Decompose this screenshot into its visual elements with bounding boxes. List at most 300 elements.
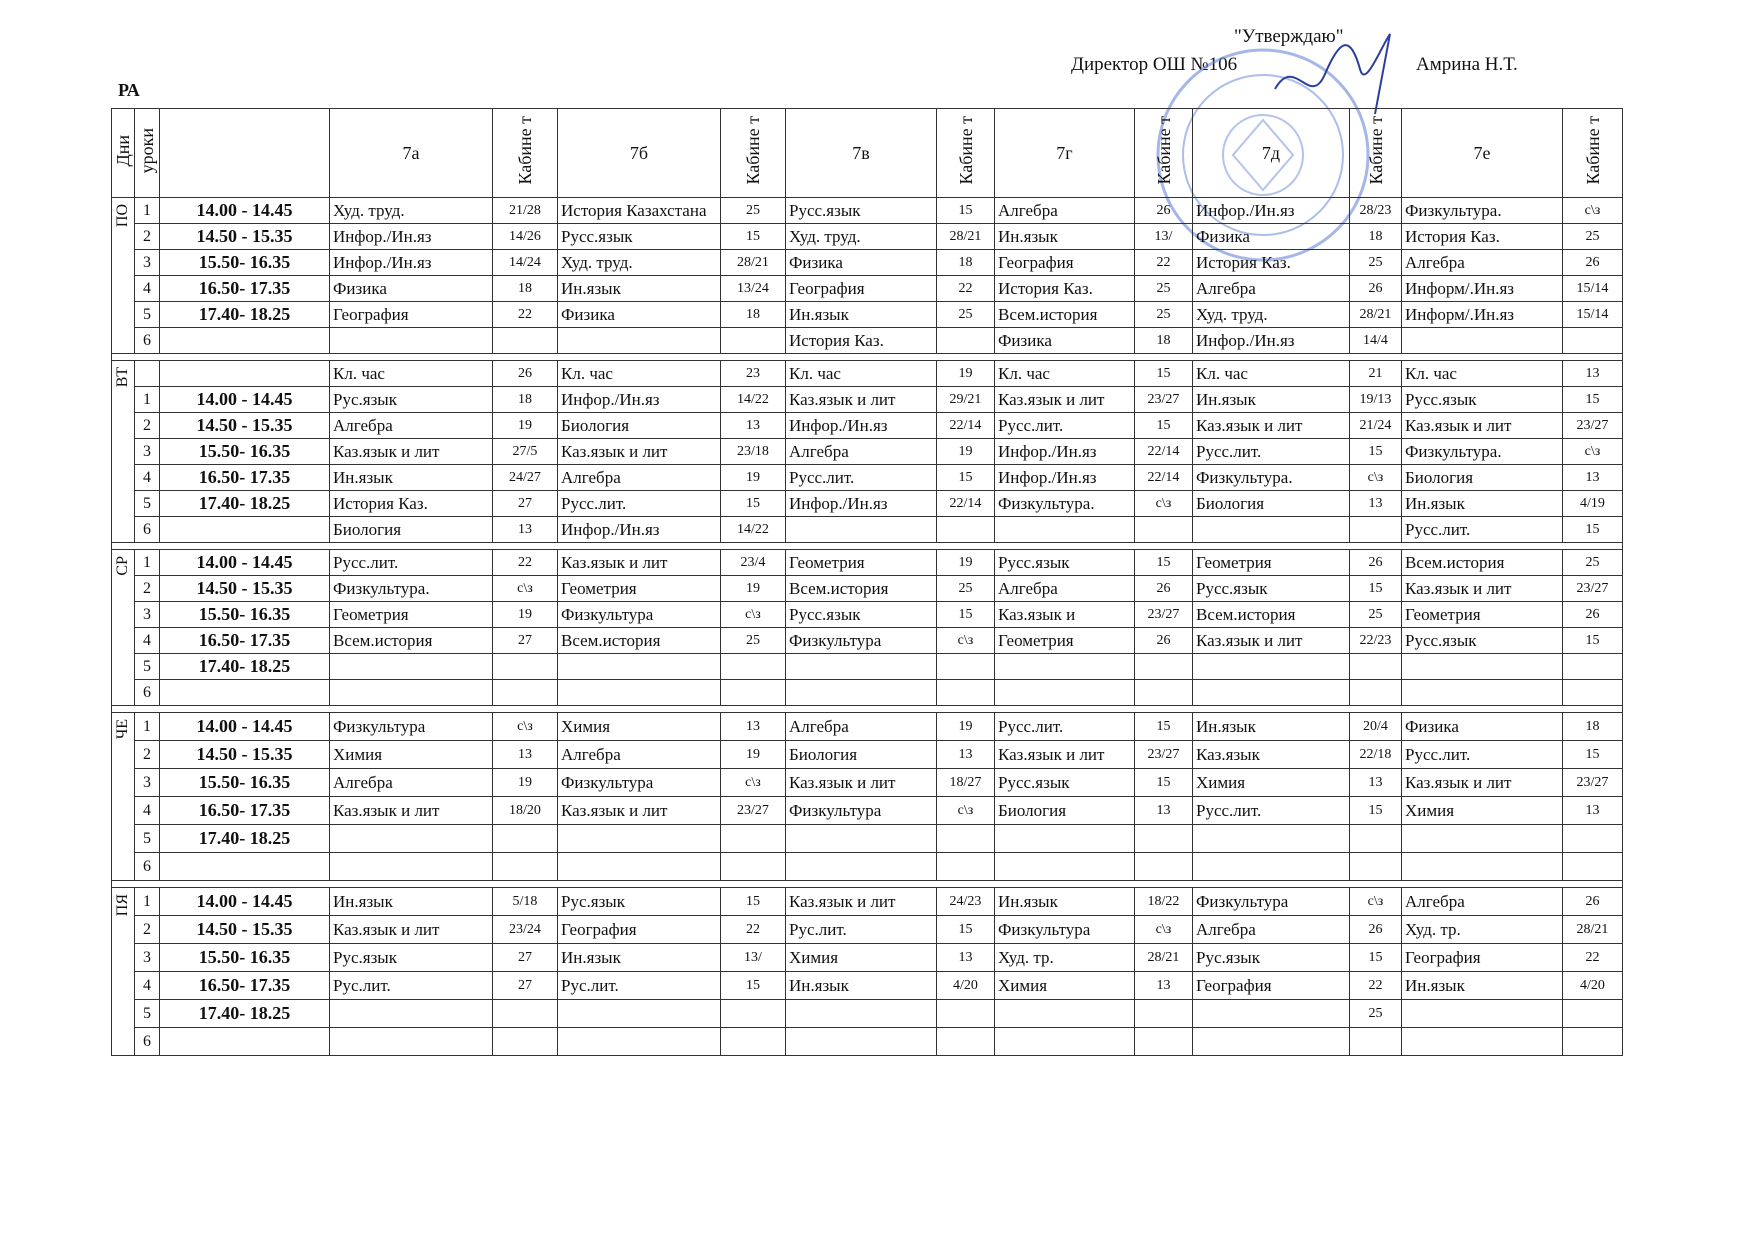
table-row bbox=[112, 680, 1623, 706]
subject-cell: Физкультура. bbox=[1193, 465, 1350, 491]
table-header-row bbox=[112, 109, 1623, 198]
room-cell: 15 bbox=[1350, 797, 1402, 825]
subject-cell: Рус.язык bbox=[1193, 944, 1350, 972]
subject-cell: Геометрия bbox=[330, 602, 493, 628]
subject-cell bbox=[558, 1000, 721, 1028]
room-cell: 19 bbox=[937, 550, 995, 576]
subject-cell: Физкультура bbox=[786, 797, 937, 825]
subject-cell: Ин.язык bbox=[786, 302, 937, 328]
subject-cell: Русс.лит. bbox=[786, 465, 937, 491]
subject-cell: Всем.история bbox=[1193, 602, 1350, 628]
subject-cell: Биология bbox=[995, 797, 1135, 825]
subject-cell: Физика bbox=[1402, 713, 1563, 741]
subject-cell: Кл. час bbox=[1193, 361, 1350, 387]
room-cell: 23/27 bbox=[1563, 576, 1623, 602]
room-cell bbox=[1350, 517, 1402, 543]
table-row bbox=[112, 825, 1623, 853]
class-header: 7в bbox=[786, 109, 937, 198]
subject-cell: География bbox=[1402, 944, 1563, 972]
subject-cell bbox=[786, 853, 937, 881]
room-cell: с\з bbox=[1563, 439, 1623, 465]
room-cell: 13 bbox=[937, 741, 995, 769]
lesson-number: 2 bbox=[135, 576, 160, 602]
table-row bbox=[112, 413, 1623, 439]
room-cell: 13 bbox=[493, 741, 558, 769]
day-label: ПО bbox=[112, 198, 135, 354]
lesson-time: 16.50- 17.35 bbox=[160, 797, 330, 825]
room-cell bbox=[1350, 853, 1402, 881]
room-cell bbox=[937, 1028, 995, 1056]
room-cell: 14/22 bbox=[721, 387, 786, 413]
room-cell: 13 bbox=[1135, 797, 1193, 825]
room-cell: с\з bbox=[937, 797, 995, 825]
subject-cell bbox=[1402, 853, 1563, 881]
subject-cell: Алгебра bbox=[1402, 250, 1563, 276]
room-cell: 22 bbox=[721, 916, 786, 944]
subject-cell: Худ. труд. bbox=[558, 250, 721, 276]
subject-cell: Русс.язык bbox=[558, 224, 721, 250]
subject-cell: Рус.лит. bbox=[330, 972, 493, 1000]
director-name: Амрина Н.Т. bbox=[1416, 54, 1518, 75]
room-cell: 4/19 bbox=[1563, 491, 1623, 517]
subject-cell bbox=[330, 853, 493, 881]
class-header: 7б bbox=[558, 109, 721, 198]
table-row bbox=[112, 576, 1623, 602]
room-cell: 13/ bbox=[1135, 224, 1193, 250]
subject-cell bbox=[1193, 680, 1350, 706]
room-cell: с\з bbox=[937, 628, 995, 654]
room-cell: с\з bbox=[721, 769, 786, 797]
table-row bbox=[112, 224, 1623, 250]
room-cell: 15 bbox=[721, 224, 786, 250]
lesson-number: 2 bbox=[135, 741, 160, 769]
subject-cell bbox=[558, 853, 721, 881]
subject-cell: Каз.язык и лит bbox=[1402, 576, 1563, 602]
lesson-time: 14.50 - 15.35 bbox=[160, 224, 330, 250]
room-cell: 26 bbox=[1350, 916, 1402, 944]
subject-cell: Физкультура bbox=[1193, 888, 1350, 916]
lesson-time: 17.40- 18.25 bbox=[160, 825, 330, 853]
lesson-time: 14.50 - 15.35 bbox=[160, 741, 330, 769]
subject-cell bbox=[558, 654, 721, 680]
table-row bbox=[112, 916, 1623, 944]
subject-cell: Кл. час bbox=[1402, 361, 1563, 387]
subject-cell: Худ. тр. bbox=[1402, 916, 1563, 944]
subject-cell: Русс.лит. bbox=[330, 550, 493, 576]
room-cell bbox=[1350, 1028, 1402, 1056]
subject-cell: Алгебра bbox=[558, 741, 721, 769]
room-cell: 15 bbox=[1350, 944, 1402, 972]
room-cell: 13 bbox=[1350, 769, 1402, 797]
subject-cell: География bbox=[995, 250, 1135, 276]
subject-cell: Ин.язык bbox=[786, 972, 937, 1000]
subject-cell: История Каз. bbox=[786, 328, 937, 354]
subject-cell: Русс.язык bbox=[786, 602, 937, 628]
subject-cell: История Каз. bbox=[330, 491, 493, 517]
subject-cell: Кл. час bbox=[995, 361, 1135, 387]
subject-cell: Кл. час bbox=[558, 361, 721, 387]
room-cell: 15 bbox=[1135, 713, 1193, 741]
room-cell: 13 bbox=[721, 413, 786, 439]
subject-cell: Худ. труд. bbox=[786, 224, 937, 250]
subject-cell: Физика bbox=[995, 328, 1135, 354]
room-cell: 15/14 bbox=[1563, 276, 1623, 302]
room-cell: 23/27 bbox=[721, 797, 786, 825]
subject-cell: Алгебра bbox=[1193, 276, 1350, 302]
room-cell: 13 bbox=[1563, 465, 1623, 491]
room-cell: 19/13 bbox=[1350, 387, 1402, 413]
subject-cell: Каз.язык и лит bbox=[558, 797, 721, 825]
room-cell: 23/27 bbox=[1135, 602, 1193, 628]
room-cell: 22/23 bbox=[1350, 628, 1402, 654]
room-cell: 26 bbox=[1563, 888, 1623, 916]
room-header: Кабине т bbox=[937, 109, 995, 198]
lesson-number: 4 bbox=[135, 972, 160, 1000]
room-cell: 13 bbox=[1563, 797, 1623, 825]
lesson-number: 4 bbox=[135, 276, 160, 302]
room-cell: 19 bbox=[721, 741, 786, 769]
room-cell: 27 bbox=[493, 628, 558, 654]
room-cell bbox=[1563, 1000, 1623, 1028]
room-cell: 18/20 bbox=[493, 797, 558, 825]
room-cell: 15 bbox=[1135, 361, 1193, 387]
subject-cell bbox=[1402, 825, 1563, 853]
table-row bbox=[112, 654, 1623, 680]
room-cell: 25 bbox=[1350, 250, 1402, 276]
room-cell: с\з bbox=[493, 713, 558, 741]
table-row bbox=[112, 853, 1623, 881]
subject-cell: Физкультура. bbox=[1402, 439, 1563, 465]
subject-cell bbox=[330, 1028, 493, 1056]
room-cell: 15 bbox=[1563, 628, 1623, 654]
lesson-number: 6 bbox=[135, 1028, 160, 1056]
room-cell bbox=[493, 853, 558, 881]
subject-cell: Ин.язык bbox=[1402, 972, 1563, 1000]
subject-cell: География bbox=[1193, 972, 1350, 1000]
subject-cell: Каз.язык и лит bbox=[995, 387, 1135, 413]
room-cell: 14/24 bbox=[493, 250, 558, 276]
subject-cell: Химия bbox=[995, 972, 1135, 1000]
room-cell: 26 bbox=[1563, 602, 1623, 628]
room-cell bbox=[493, 680, 558, 706]
subject-cell: Алгебра bbox=[330, 769, 493, 797]
lesson-number: 6 bbox=[135, 853, 160, 881]
subject-cell: Химия bbox=[786, 944, 937, 972]
lesson-number: 5 bbox=[135, 825, 160, 853]
room-cell: 21/24 bbox=[1350, 413, 1402, 439]
room-cell: 19 bbox=[721, 576, 786, 602]
room-header: Кабине т bbox=[721, 109, 786, 198]
subject-cell bbox=[558, 1028, 721, 1056]
room-cell: 14/26 bbox=[493, 224, 558, 250]
subject-cell: Каз.язык bbox=[1193, 741, 1350, 769]
room-cell: 25 bbox=[1350, 602, 1402, 628]
room-cell: 13 bbox=[721, 713, 786, 741]
subject-cell bbox=[995, 853, 1135, 881]
room-cell bbox=[1135, 654, 1193, 680]
class-header: 7г bbox=[995, 109, 1135, 198]
subject-cell: Информ/.Ин.яз bbox=[1402, 276, 1563, 302]
room-cell: 14/22 bbox=[721, 517, 786, 543]
room-cell: 18 bbox=[937, 250, 995, 276]
subject-cell: Худ. тр. bbox=[995, 944, 1135, 972]
subject-cell bbox=[1193, 1000, 1350, 1028]
lesson-time bbox=[160, 517, 330, 543]
room-cell: 22 bbox=[1350, 972, 1402, 1000]
subject-cell: Каз.язык и лит bbox=[330, 439, 493, 465]
approval-title: "Утверждаю" bbox=[1234, 26, 1344, 47]
room-cell bbox=[1135, 1000, 1193, 1028]
room-cell bbox=[937, 853, 995, 881]
lesson-number: 2 bbox=[135, 224, 160, 250]
lesson-number: 3 bbox=[135, 944, 160, 972]
subject-cell bbox=[330, 1000, 493, 1028]
subject-cell: География bbox=[786, 276, 937, 302]
lesson-number: 6 bbox=[135, 328, 160, 354]
room-cell bbox=[937, 1000, 995, 1028]
lesson-time: 14.50 - 15.35 bbox=[160, 413, 330, 439]
room-cell: 27/5 bbox=[493, 439, 558, 465]
room-header: Кабине т bbox=[1563, 109, 1623, 198]
room-cell: 28/21 bbox=[721, 250, 786, 276]
subject-cell bbox=[1193, 825, 1350, 853]
subject-cell: Русс.язык bbox=[995, 550, 1135, 576]
subject-cell: Каз.язык и лит bbox=[995, 741, 1135, 769]
room-cell: 13 bbox=[493, 517, 558, 543]
subject-cell: Физика bbox=[558, 302, 721, 328]
subject-cell: Алгебра bbox=[330, 413, 493, 439]
subject-cell: История Казахстана bbox=[558, 198, 721, 224]
day-separator bbox=[112, 706, 1623, 713]
room-cell: 25 bbox=[937, 576, 995, 602]
subject-cell: Инфор./Ин.яз bbox=[995, 439, 1135, 465]
table-row bbox=[112, 1000, 1623, 1028]
room-cell: с\з bbox=[721, 602, 786, 628]
room-cell: 15 bbox=[1135, 769, 1193, 797]
room-cell: 13/24 bbox=[721, 276, 786, 302]
room-cell bbox=[1350, 680, 1402, 706]
subject-cell: Алгебра bbox=[558, 465, 721, 491]
room-cell: с\з bbox=[1563, 198, 1623, 224]
table-row bbox=[112, 602, 1623, 628]
lesson-time: 17.40- 18.25 bbox=[160, 1000, 330, 1028]
room-cell: 26 bbox=[493, 361, 558, 387]
subject-cell: Ин.язык bbox=[1402, 491, 1563, 517]
room-cell: 28/21 bbox=[937, 224, 995, 250]
room-cell: 25 bbox=[1135, 302, 1193, 328]
room-cell bbox=[937, 680, 995, 706]
lesson-time: 17.40- 18.25 bbox=[160, 654, 330, 680]
lesson-number: 5 bbox=[135, 491, 160, 517]
room-cell: 15 bbox=[937, 465, 995, 491]
room-cell bbox=[721, 853, 786, 881]
room-cell bbox=[1135, 680, 1193, 706]
table-row bbox=[112, 769, 1623, 797]
table-row bbox=[112, 713, 1623, 741]
lesson-number: 4 bbox=[135, 797, 160, 825]
lessons-header: уроки bbox=[135, 109, 160, 198]
day-separator bbox=[112, 881, 1623, 888]
subject-cell: Ин.язык bbox=[995, 224, 1135, 250]
room-cell: 23/4 bbox=[721, 550, 786, 576]
subject-cell: Биология bbox=[1402, 465, 1563, 491]
room-cell bbox=[1135, 825, 1193, 853]
subject-cell: Алгебра bbox=[786, 439, 937, 465]
subject-cell: Рус.язык bbox=[330, 387, 493, 413]
subject-cell: Физика bbox=[786, 250, 937, 276]
room-cell: с\з bbox=[1350, 465, 1402, 491]
lesson-number: 4 bbox=[135, 465, 160, 491]
subject-cell: Каз.язык и лит bbox=[558, 439, 721, 465]
room-cell: 19 bbox=[937, 439, 995, 465]
subject-cell bbox=[1193, 654, 1350, 680]
room-cell: 19 bbox=[493, 413, 558, 439]
subject-cell bbox=[995, 1000, 1135, 1028]
room-cell: 22 bbox=[493, 550, 558, 576]
subject-cell: Русс.язык bbox=[1402, 387, 1563, 413]
subject-cell bbox=[786, 825, 937, 853]
subject-cell bbox=[786, 680, 937, 706]
room-cell bbox=[1563, 328, 1623, 354]
room-cell bbox=[493, 1028, 558, 1056]
subject-cell: Физкультура. bbox=[1402, 198, 1563, 224]
subject-cell: Инфор./Ин.яз bbox=[330, 250, 493, 276]
room-cell: 25 bbox=[1350, 1000, 1402, 1028]
room-cell: 4/20 bbox=[1563, 972, 1623, 1000]
subject-cell bbox=[330, 328, 493, 354]
lesson-number: 4 bbox=[135, 628, 160, 654]
subject-cell: Геометрия bbox=[558, 576, 721, 602]
lesson-time: 17.40- 18.25 bbox=[160, 491, 330, 517]
subject-cell bbox=[330, 654, 493, 680]
subject-cell bbox=[786, 654, 937, 680]
subject-cell: Русс.язык bbox=[1193, 576, 1350, 602]
room-cell: с\з bbox=[1135, 491, 1193, 517]
room-cell: 18/22 bbox=[1135, 888, 1193, 916]
room-cell: 18 bbox=[1135, 328, 1193, 354]
table-row bbox=[112, 198, 1623, 224]
room-cell: 13 bbox=[1135, 972, 1193, 1000]
room-cell: 22/14 bbox=[937, 491, 995, 517]
room-cell: 15 bbox=[721, 491, 786, 517]
subject-cell: Инфор./Ин.яз bbox=[330, 224, 493, 250]
subject-cell bbox=[786, 1028, 937, 1056]
room-cell: 18 bbox=[493, 276, 558, 302]
lesson-time bbox=[160, 680, 330, 706]
subject-cell: Кл. час bbox=[786, 361, 937, 387]
subject-cell: Ин.язык bbox=[1193, 713, 1350, 741]
subject-cell bbox=[995, 680, 1135, 706]
table-row bbox=[112, 439, 1623, 465]
lesson-time: 15.50- 16.35 bbox=[160, 602, 330, 628]
room-cell: 22/14 bbox=[1135, 465, 1193, 491]
table-row bbox=[112, 465, 1623, 491]
room-cell: 25 bbox=[1563, 224, 1623, 250]
subject-cell: Химия bbox=[1402, 797, 1563, 825]
table-row bbox=[112, 797, 1623, 825]
days-header: Дни bbox=[112, 109, 135, 198]
subject-cell: Русс.лит. bbox=[995, 413, 1135, 439]
table-row bbox=[112, 628, 1623, 654]
subject-cell: Инфор./Ин.яз bbox=[1193, 198, 1350, 224]
room-cell: 22 bbox=[493, 302, 558, 328]
room-cell: 26 bbox=[1135, 198, 1193, 224]
room-cell bbox=[1135, 1028, 1193, 1056]
table-row bbox=[112, 550, 1623, 576]
lesson-number: 1 bbox=[135, 550, 160, 576]
table-row bbox=[112, 1028, 1623, 1056]
room-cell: 25 bbox=[1135, 276, 1193, 302]
lesson-number: 6 bbox=[135, 517, 160, 543]
room-cell: 25 bbox=[1563, 550, 1623, 576]
subject-cell: Химия bbox=[558, 713, 721, 741]
room-cell: 28/23 bbox=[1350, 198, 1402, 224]
lesson-time bbox=[160, 1028, 330, 1056]
lesson-number: 1 bbox=[135, 198, 160, 224]
room-cell: 13 bbox=[1350, 491, 1402, 517]
room-cell: 22/14 bbox=[937, 413, 995, 439]
lesson-time: 14.00 - 14.45 bbox=[160, 713, 330, 741]
room-cell: 28/21 bbox=[1350, 302, 1402, 328]
lesson-time bbox=[160, 328, 330, 354]
room-cell bbox=[493, 825, 558, 853]
lesson-number: 3 bbox=[135, 602, 160, 628]
document-header bbox=[0, 0, 1755, 110]
subject-cell: Физкультура bbox=[558, 769, 721, 797]
lesson-time: 17.40- 18.25 bbox=[160, 302, 330, 328]
subject-cell: Всем.история bbox=[1402, 550, 1563, 576]
subject-cell: Каз.язык и лит bbox=[786, 888, 937, 916]
room-cell: 23/24 bbox=[493, 916, 558, 944]
room-cell: 24/27 bbox=[493, 465, 558, 491]
room-cell bbox=[937, 654, 995, 680]
subject-cell: Худ. труд. bbox=[330, 198, 493, 224]
subject-cell: Биология bbox=[786, 741, 937, 769]
subject-cell: Каз.язык и лит bbox=[330, 797, 493, 825]
table-row bbox=[112, 361, 1623, 387]
subject-cell: Рус.язык bbox=[330, 944, 493, 972]
room-cell: 13/ bbox=[721, 944, 786, 972]
lesson-time: 16.50- 17.35 bbox=[160, 465, 330, 491]
room-cell: 26 bbox=[1135, 628, 1193, 654]
room-cell: 15 bbox=[721, 888, 786, 916]
table-row bbox=[112, 944, 1623, 972]
subject-cell: Русс.лит. bbox=[995, 713, 1135, 741]
lesson-number: 1 bbox=[135, 713, 160, 741]
lesson-time: 16.50- 17.35 bbox=[160, 972, 330, 1000]
room-cell bbox=[721, 1028, 786, 1056]
room-cell bbox=[1135, 853, 1193, 881]
day-label: ЧЕ bbox=[112, 713, 135, 881]
subject-cell: Ин.язык bbox=[558, 276, 721, 302]
room-cell: 15 bbox=[937, 602, 995, 628]
room-cell: 23/27 bbox=[1563, 769, 1623, 797]
subject-cell bbox=[995, 654, 1135, 680]
room-cell: 28/21 bbox=[1135, 944, 1193, 972]
subject-cell bbox=[786, 1000, 937, 1028]
subject-cell: Физкультура. bbox=[330, 576, 493, 602]
room-cell: 26 bbox=[1350, 550, 1402, 576]
table-row bbox=[112, 491, 1623, 517]
lesson-time: 14.00 - 14.45 bbox=[160, 550, 330, 576]
room-cell: 14/4 bbox=[1350, 328, 1402, 354]
subject-cell: Русс.лит. bbox=[558, 491, 721, 517]
subject-cell: Физика bbox=[330, 276, 493, 302]
lesson-number: 3 bbox=[135, 769, 160, 797]
subject-cell: Инфор./Ин.яз bbox=[786, 413, 937, 439]
subject-cell: Каз.язык и лит bbox=[1193, 628, 1350, 654]
subject-cell: Инфор./Ин.яз bbox=[558, 387, 721, 413]
